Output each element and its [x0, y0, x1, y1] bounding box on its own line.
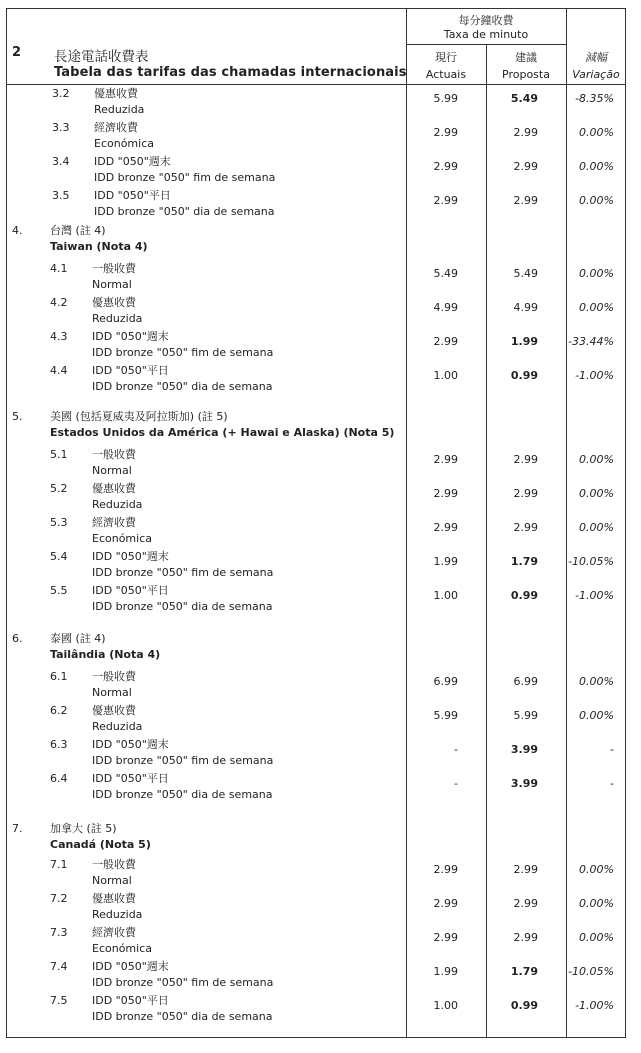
rate-header-pt: Taxa de minuto: [443, 28, 529, 41]
rate-proposed: 5.49: [510, 92, 538, 105]
col-variation-zh: 減幅: [585, 51, 607, 64]
row-number: 6.1: [50, 670, 68, 683]
rate-actual: 5.99: [433, 709, 458, 722]
row-label-pt: Reduzida: [92, 498, 143, 511]
row-number: 4.1: [50, 262, 68, 275]
section-title-zh: 美國 (包括夏威夷及阿拉斯加) (註 5): [50, 410, 228, 423]
rate-variation: 0.00%: [579, 521, 614, 534]
rate-actual: 5.49: [433, 267, 458, 280]
rate-proposed: 4.99: [513, 301, 538, 314]
row-label-zh: 經濟收費: [94, 121, 138, 134]
title-zh: 長途電話收費表: [54, 49, 149, 65]
rate-actual: 2.99: [433, 335, 458, 348]
section-number: 2: [12, 45, 22, 60]
rate-variation: -8.35%: [575, 92, 614, 105]
rate-actual: 1.00: [433, 369, 458, 382]
rate-proposed: 1.79: [510, 965, 538, 978]
row-label-pt: Reduzida: [92, 720, 143, 733]
row-label-zh: IDD "050"平日: [92, 994, 169, 1007]
row-label-zh: 優惠收費: [92, 482, 136, 495]
row-number: 7.1: [50, 858, 68, 871]
section-title-pt: Canadá (Nota 5): [50, 838, 151, 851]
row-label-zh: IDD "050"平日: [92, 364, 169, 377]
row-label-pt: IDD bronze "050" dia de semana: [94, 205, 275, 218]
section-title-zh: 加拿大 (註 5): [50, 822, 117, 835]
rate-actual: 2.99: [433, 487, 458, 500]
row-label-pt: Económica: [94, 137, 154, 150]
rate-proposed: 2.99: [513, 521, 538, 534]
rate-variation: 0.00%: [579, 897, 614, 910]
rate-variation: 0.00%: [579, 453, 614, 466]
rate-variation: -: [610, 743, 614, 756]
rate-actual: 6.99: [433, 675, 458, 688]
row-label-pt: Normal: [92, 874, 132, 887]
row-label-pt: Económica: [92, 532, 152, 545]
row-label-zh: 優惠收費: [92, 892, 136, 905]
row-label-pt: IDD bronze "050" fim de semana: [92, 976, 274, 989]
row-label-zh: 經濟收費: [92, 516, 136, 529]
row-number: 5.1: [50, 448, 68, 461]
rate-variation: 0.00%: [579, 931, 614, 944]
col-proposed-pt: Proposta: [502, 68, 550, 81]
rate-proposed: 2.99: [513, 931, 538, 944]
rate-actual: 2.99: [433, 897, 458, 910]
rate-proposed: 2.99: [513, 160, 538, 173]
divider-header-bottom: [6, 84, 626, 85]
col-proposed-zh: 建議: [515, 51, 537, 64]
section-number: 6.: [12, 632, 23, 645]
row-label-pt: Reduzida: [94, 103, 145, 116]
row-label-zh: IDD "050"平日: [92, 772, 169, 785]
rate-variation: 0.00%: [579, 301, 614, 314]
row-number: 6.3: [50, 738, 68, 751]
col-actual-zh: 現行: [435, 51, 457, 64]
rate-variation: 0.00%: [579, 675, 614, 688]
rate-proposed: 0.99: [510, 999, 538, 1012]
rate-proposed: 6.99: [513, 675, 538, 688]
row-label-zh: 經濟收費: [92, 926, 136, 939]
rate-proposed: 2.99: [513, 194, 538, 207]
row-label-zh: IDD "050"週末: [92, 550, 169, 563]
divider-header-mid: [406, 44, 566, 45]
row-label-pt: IDD bronze "050" fim de semana: [92, 346, 274, 359]
row-label-zh: 優惠收費: [94, 87, 138, 100]
rate-actual: 5.99: [433, 92, 458, 105]
section-title-pt: Tailândia (Nota 4): [50, 648, 161, 661]
row-label-zh: 一般收費: [92, 448, 136, 461]
row-number: 7.3: [50, 926, 68, 939]
rate-actual: 4.99: [433, 301, 458, 314]
row-number: 7.4: [50, 960, 68, 973]
rate-variation: 0.00%: [579, 709, 614, 722]
row-label-zh: IDD "050"平日: [94, 189, 171, 202]
rate-proposed: 3.99: [510, 777, 538, 790]
rate-variation: 0.00%: [579, 267, 614, 280]
rate-proposed: 5.49: [513, 267, 538, 280]
rate-variation: 0.00%: [579, 194, 614, 207]
row-label-pt: Reduzida: [92, 312, 143, 325]
section-title-pt: Taiwan (Nota 4): [50, 240, 148, 253]
row-label-pt: Normal: [92, 464, 132, 477]
rate-actual: 1.99: [433, 555, 458, 568]
row-label-pt: IDD bronze "050" dia de semana: [92, 600, 273, 613]
rate-actual: 1.99: [433, 965, 458, 978]
row-label-pt: Normal: [92, 278, 132, 291]
row-number: 4.4: [50, 364, 68, 377]
row-number: 3.5: [52, 189, 70, 202]
rate-variation: 0.00%: [579, 126, 614, 139]
rate-proposed: 2.99: [513, 126, 538, 139]
row-number: 5.5: [50, 584, 68, 597]
row-number: 5.3: [50, 516, 68, 529]
row-label-zh: IDD "050"週末: [92, 738, 169, 751]
row-label-zh: IDD "050"週末: [94, 155, 171, 168]
row-label-pt: IDD bronze "050" fim de semana: [94, 171, 276, 184]
rate-header-zh: 每分鐘收費: [458, 14, 514, 27]
row-label-zh: IDD "050"週末: [92, 960, 169, 973]
row-label-pt: Normal: [92, 686, 132, 699]
row-number: 6.4: [50, 772, 68, 785]
divider-col-actual: [406, 8, 407, 1038]
rate-proposed: 0.99: [510, 369, 538, 382]
rate-variation: -: [610, 777, 614, 790]
rate-actual: 2.99: [433, 863, 458, 876]
rate-proposed: 1.79: [510, 555, 538, 568]
rate-variation: 0.00%: [579, 487, 614, 500]
row-label-pt: IDD bronze "050" dia de semana: [92, 380, 273, 393]
row-label-pt: IDD bronze "050" dia de semana: [92, 1010, 273, 1023]
section-number: 4.: [12, 224, 23, 237]
rate-actual: 2.99: [433, 160, 458, 173]
row-label-pt: Económica: [92, 942, 152, 955]
row-number: 3.3: [52, 121, 70, 134]
divider-col-proposed: [486, 44, 487, 1038]
row-number: 5.4: [50, 550, 68, 563]
row-number: 7.2: [50, 892, 68, 905]
col-variation-pt: Variação: [572, 68, 620, 81]
rate-actual: 1.00: [433, 589, 458, 602]
rate-proposed: 1.99: [510, 335, 538, 348]
section-number: 7.: [12, 822, 23, 835]
rate-actual: -: [454, 777, 458, 790]
rate-variation: -10.05%: [568, 555, 614, 568]
rate-variation: -33.44%: [568, 335, 614, 348]
row-label-zh: 一般收費: [92, 670, 136, 683]
rate-proposed: 2.99: [513, 487, 538, 500]
rate-proposed: 3.99: [510, 743, 538, 756]
row-number: 3.4: [52, 155, 70, 168]
row-label-zh: 一般收費: [92, 262, 136, 275]
rate-variation: -10.05%: [568, 965, 614, 978]
section-title-pt: Estados Unidos da América (+ Hawai e Alaska) (Nota 5): [50, 426, 395, 439]
rate-actual: 1.00: [433, 999, 458, 1012]
rate-proposed: 2.99: [513, 863, 538, 876]
title-pt: Tabela das tarifas das chamadas internacionais: [54, 65, 407, 80]
rate-actual: 2.99: [433, 931, 458, 944]
row-number: 5.2: [50, 482, 68, 495]
rate-actual: 2.99: [433, 521, 458, 534]
row-label-pt: IDD bronze "050" dia de semana: [92, 788, 273, 801]
row-label-pt: IDD bronze "050" fim de semana: [92, 566, 274, 579]
rate-variation: -1.00%: [575, 369, 614, 382]
row-label-pt: Reduzida: [92, 908, 143, 921]
section-number: 5.: [12, 410, 23, 423]
col-actual-pt: Actuais: [425, 68, 467, 81]
rate-proposed: 0.99: [510, 589, 538, 602]
row-number: 4.3: [50, 330, 68, 343]
section-title-zh: 泰國 (註 4): [50, 632, 106, 645]
section-title-zh: 台灣 (註 4): [50, 224, 106, 237]
rate-actual: 2.99: [433, 126, 458, 139]
row-label-zh: 優惠收費: [92, 704, 136, 717]
row-label-zh: 一般收費: [92, 858, 136, 871]
row-number: 3.2: [52, 87, 70, 100]
rate-proposed: 5.99: [513, 709, 538, 722]
rate-variation: -1.00%: [575, 999, 614, 1012]
rate-variation: -1.00%: [575, 589, 614, 602]
row-number: 4.2: [50, 296, 68, 309]
row-label-zh: 優惠收費: [92, 296, 136, 309]
rate-variation: 0.00%: [579, 160, 614, 173]
rate-actual: 2.99: [433, 194, 458, 207]
row-number: 6.2: [50, 704, 68, 717]
row-number: 7.5: [50, 994, 68, 1007]
rate-proposed: 2.99: [513, 897, 538, 910]
rate-variation: 0.00%: [579, 863, 614, 876]
row-label-pt: IDD bronze "050" fim de semana: [92, 754, 274, 767]
rate-proposed: 2.99: [513, 453, 538, 466]
row-label-zh: IDD "050"平日: [92, 584, 169, 597]
rate-actual: 2.99: [433, 453, 458, 466]
rate-actual: -: [454, 743, 458, 756]
row-label-zh: IDD "050"週末: [92, 330, 169, 343]
